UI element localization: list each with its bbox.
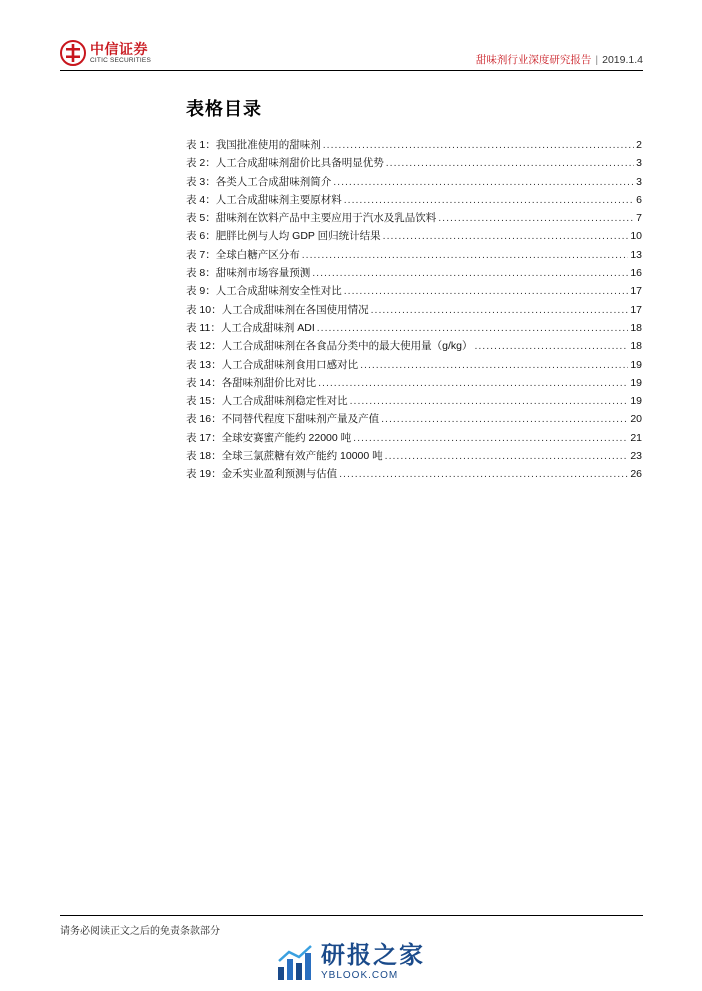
toc-entry[interactable]: [186, 174, 642, 192]
toc-entry-title: 人工合成甜味剂甜价比具备明显优势: [215, 157, 384, 170]
toc-leader-dots: [312, 267, 628, 279]
toc-entry-page: 6: [636, 193, 642, 206]
toc-entry[interactable]: [186, 228, 642, 246]
toc-entry[interactable]: [186, 137, 642, 155]
toc-entry-page: 2: [636, 139, 642, 151]
logo-name-cn: 中信证券: [90, 40, 148, 57]
toc-entry-page: 21: [630, 431, 642, 444]
toc-entry-page: 19: [630, 395, 642, 408]
toc-entry-page: 3: [636, 175, 642, 188]
toc-entry-label: 表 1：: [186, 139, 216, 151]
toc-entry-title: 甜味剂市场容量预测: [215, 267, 311, 280]
toc-entry-label: 表 3：: [186, 175, 216, 188]
toc-entry-label: 表 18：: [186, 450, 222, 463]
watermark-name-en: YBLOOK.COM: [321, 970, 399, 981]
toc-entry[interactable]: [186, 338, 642, 356]
toc-entry[interactable]: [186, 283, 642, 301]
report-title: 甜味剂行业深度研究报告: [475, 54, 592, 66]
toc-entry-page: 18: [630, 340, 642, 353]
toc-entry-page: 19: [630, 376, 642, 389]
toc-entry-label: 表 14：: [186, 376, 222, 389]
toc-entry-page: 17: [630, 303, 642, 316]
toc-leader-dots: [302, 249, 629, 261]
toc-entry-title: 甜味剂在饮料产品中主要应用于汽水及乳品饮料: [215, 212, 437, 225]
toc-leader-dots: [318, 377, 628, 389]
toc-entry-label: 表 6：: [186, 230, 216, 243]
toc-entry-page: 20: [630, 413, 642, 426]
toc-entry-title: 全球三氯蔗糖有效产能约 10000 吨: [221, 450, 383, 463]
toc-entry-label: 表 10：: [186, 303, 222, 316]
toc-leader-dots: [339, 468, 628, 480]
toc-entry-title: 全球安赛蜜产能约 22000 吨: [221, 431, 352, 444]
logo-name-en: CITIC SECURITIES: [90, 56, 151, 64]
toc-entry[interactable]: [186, 192, 642, 210]
toc-entry-title: 人工合成甜味剂 ADI: [220, 321, 315, 334]
toc-entry-label: 表 13：: [186, 358, 222, 371]
toc-leader-dots: [383, 230, 629, 242]
toc-leader-dots: [317, 322, 629, 334]
toc-entry-label: 表 15：: [186, 395, 222, 408]
toc-entry-title: 不同替代程度下甜味剂产量及产值: [221, 413, 380, 426]
toc-leader-dots: [360, 359, 628, 371]
toc-leader-dots: [350, 395, 629, 407]
bar-chart-icon: [275, 943, 315, 983]
toc-entry-title: 我国批准使用的甜味剂: [215, 139, 321, 151]
toc-entry-label: 表 12：: [186, 340, 222, 353]
toc-leader-dots: [333, 176, 634, 188]
toc-entry-title: 人工合成甜味剂在各国使用情况: [221, 303, 369, 316]
toc-entry[interactable]: [186, 302, 642, 320]
page-title: 表格目录: [186, 99, 262, 119]
footer-divider: [60, 915, 643, 916]
toc-entry-label: 表 7：: [186, 248, 216, 261]
toc-entry[interactable]: [186, 375, 642, 393]
toc-entry-page: 3: [636, 157, 642, 170]
toc-leader-dots: [385, 450, 629, 462]
toc-leader-dots: [353, 432, 628, 444]
toc-entry-title: 金禾实业盈利预测与估值: [221, 468, 338, 481]
toc-entry-page: 10: [630, 230, 642, 243]
toc-entry[interactable]: [186, 155, 642, 173]
toc-entry-page: 23: [630, 450, 642, 463]
toc-leader-dots: [438, 212, 634, 224]
header-divider: [60, 70, 643, 71]
toc-entry[interactable]: [186, 430, 642, 448]
toc-entry[interactable]: [186, 466, 642, 484]
header-report-info: [476, 52, 643, 67]
toc-entry-page: 18: [630, 321, 642, 334]
footer-disclaimer: 请务必阅读正文之后的免责条款部分: [60, 926, 220, 937]
toc-entry[interactable]: [186, 411, 642, 429]
watermark-name-cn: 研报之家: [321, 942, 425, 969]
page-header: [60, 37, 643, 69]
toc-entry-label: 表 4：: [186, 193, 216, 206]
toc-entry-label: 表 9：: [186, 285, 216, 298]
toc-leader-dots: [474, 340, 628, 352]
toc-entry-label: 表 17：: [186, 431, 222, 444]
toc-entry-title: 人工合成甜味剂主要原材料: [215, 193, 342, 206]
toc-leader-dots: [344, 194, 634, 206]
watermark: [275, 940, 425, 985]
toc-entry[interactable]: [186, 393, 642, 411]
toc-entry[interactable]: [186, 210, 642, 228]
toc-entry-title: 人工合成甜味剂稳定性对比: [221, 395, 348, 408]
toc-leader-dots: [371, 304, 629, 316]
toc-entry-title: 人工合成甜味剂在各食品分类中的最大使用量（g/kg）: [221, 340, 473, 353]
toc-entry-label: 表 2：: [186, 157, 216, 170]
toc-entry[interactable]: [186, 320, 642, 338]
toc-entry-label: 表 19：: [186, 468, 222, 481]
header-separator: |: [595, 54, 599, 66]
toc-entry-title: 人工合成甜味剂食用口感对比: [221, 358, 359, 371]
toc-entry-page: 7: [636, 212, 642, 225]
toc-entry-page: 19: [630, 358, 642, 371]
toc-entry-page: 13: [630, 248, 642, 261]
toc-entry[interactable]: [186, 357, 642, 375]
citic-logo-icon: [60, 40, 86, 66]
report-date: 2019.1.4: [602, 54, 643, 66]
toc-leader-dots: [381, 413, 628, 425]
toc-entry-title: 肥胖比例与人均 GDP 回归统计结果: [215, 230, 381, 243]
toc-entry-title: 人工合成甜味剂安全性对比: [215, 285, 342, 298]
toc-entry-title: 全球白糖产区分布: [215, 248, 300, 261]
toc-entry-title: 各甜味剂甜价比对比: [221, 376, 317, 389]
toc-entry[interactable]: [186, 247, 642, 265]
citic-logo: [60, 37, 151, 69]
table-of-tables: [186, 137, 642, 485]
toc-entry-title: 各类人工合成甜味剂简介: [215, 175, 332, 188]
toc-entry-label: 表 11：: [186, 321, 221, 334]
toc-entry[interactable]: [186, 448, 642, 466]
toc-entry-label: 表 8：: [186, 267, 216, 280]
toc-entry-label: 表 5：: [186, 212, 216, 225]
toc-entry[interactable]: [186, 265, 642, 283]
toc-entry-page: 16: [630, 267, 642, 280]
toc-leader-dots: [386, 157, 634, 169]
toc-entry-page: 17: [630, 285, 642, 298]
toc-entry-page: 26: [630, 468, 642, 481]
toc-leader-dots: [323, 139, 634, 151]
toc-leader-dots: [344, 285, 629, 297]
toc-entry-label: 表 16：: [186, 413, 222, 426]
